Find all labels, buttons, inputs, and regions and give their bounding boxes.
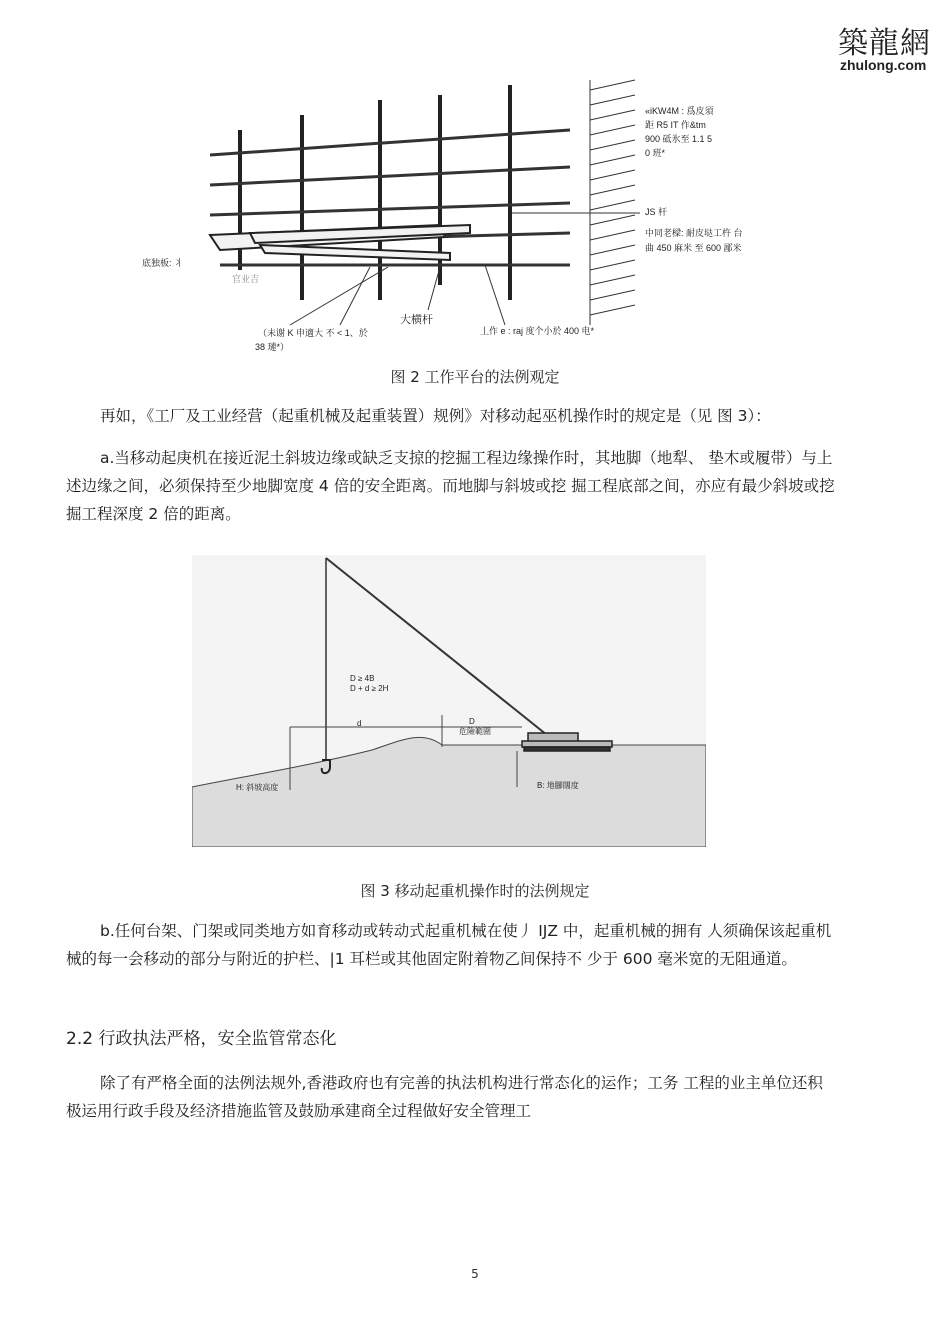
working-platform-boards [210, 225, 470, 260]
paragraph-3: b.任何台架、门架或同类地方如育移动或转动式起重机械在使丿 IJZ 中，起重机械的拥有 人须确保该起重机械的每一会移动的部分与附近的护栏、|1 耳栏或其他固定附着物乙间保持不 少于 600 毫米宽的无阻通道。 [66, 922, 832, 968]
section-heading: 2.2 行政执法严格，安全监管常态化 [66, 1029, 337, 1049]
figure-3-slope-height: H: 斜坡高度 [236, 783, 279, 792]
figure-3-foot-width: B: 地腳闊度 [537, 781, 579, 790]
figure-2-label-bottom-right: 丄作 e : raj 度个小於 400 电* [480, 326, 595, 336]
figure-2-label-top-right-1: «iKW4M : 爲皮須 [645, 106, 714, 116]
figure-3-crane-diagram [192, 555, 706, 847]
figure-2-label-js-bar: JS 杆 [645, 207, 668, 217]
wall-hatch [590, 80, 635, 325]
figure-2-label-top-right-2: 距 R5 IT 作&tm [645, 120, 706, 130]
page-number: 5 [471, 1267, 479, 1281]
figure-3-label-D: D [469, 717, 475, 726]
figure-2-label-middle-1: 中同老樑: 耐皮垯工杵 台 [645, 228, 743, 238]
figure-2-label-top-right-4: 0 班* [645, 148, 666, 158]
figure-3-danger-zone: 危險範圍 [459, 727, 491, 736]
figure-2-label-middle-2: 曲 450 麻米 至 600 鄙米 [645, 243, 742, 253]
watermark-logo-chinese: 築龍網 [838, 26, 931, 61]
figure-3-formula-1: D ≥ 4B [350, 674, 375, 683]
figure-2-label-bottom-left-2: 38 璉*） [255, 342, 290, 352]
paragraph-4: 除了有严格全面的法例法规外,香港政府也有完善的执法机构进行常态化的运作；工务 工程的业主单位还积极运用行政手段及经济措施监管及鼓励承建商全过程做好安全管理工 [66, 1074, 823, 1120]
figure-3-label-d: d [357, 719, 362, 728]
paragraph-1: 再如，《工厂及工业经营（起重机械及起重装置）规例》对移动起巫机操作时的规定是（见 图 3）： [100, 407, 771, 425]
figure-3-formula-2: D + d ≥ 2H [350, 684, 389, 693]
figure-2-label-left-board: 底独板: 丬 [142, 258, 184, 268]
figure-2-label-left-under: 官业吉 [232, 274, 260, 284]
figure-3-svg [192, 555, 706, 847]
figure-2-caption: 图 2 工作平台的法例观定 [390, 368, 560, 386]
paragraph-2: a.当移动起庚机在接近泥土斜坡边缘或缺乏支掠的挖掘工程边缘操作时，其地脚（地犁、 垫木或履带）与上述边缘之间，必须保持至少地脚宽度 4 倍的安全距离。而地脚与斜坡或挖 掘工程底部之间，亦应有最少斜坡或挖掘工程深度 2 倍的距离。 [66, 449, 835, 523]
figure-2-label-bottom-left-1: （未谢 K 申適大 不 < 1、於 [258, 328, 368, 338]
crane-body [522, 733, 612, 751]
crane-boom [326, 558, 547, 735]
figure-2-label-big-bar: 大横杆 [400, 314, 433, 326]
figure-3-caption: 图 3 移动起重机操作时的法例规定 [360, 882, 590, 900]
figure-2-label-top-right-3: 900 砥氷至 1.1 5 [645, 134, 713, 144]
watermark-site: zhulong.com [840, 57, 927, 73]
scaffold-standards [240, 85, 510, 300]
